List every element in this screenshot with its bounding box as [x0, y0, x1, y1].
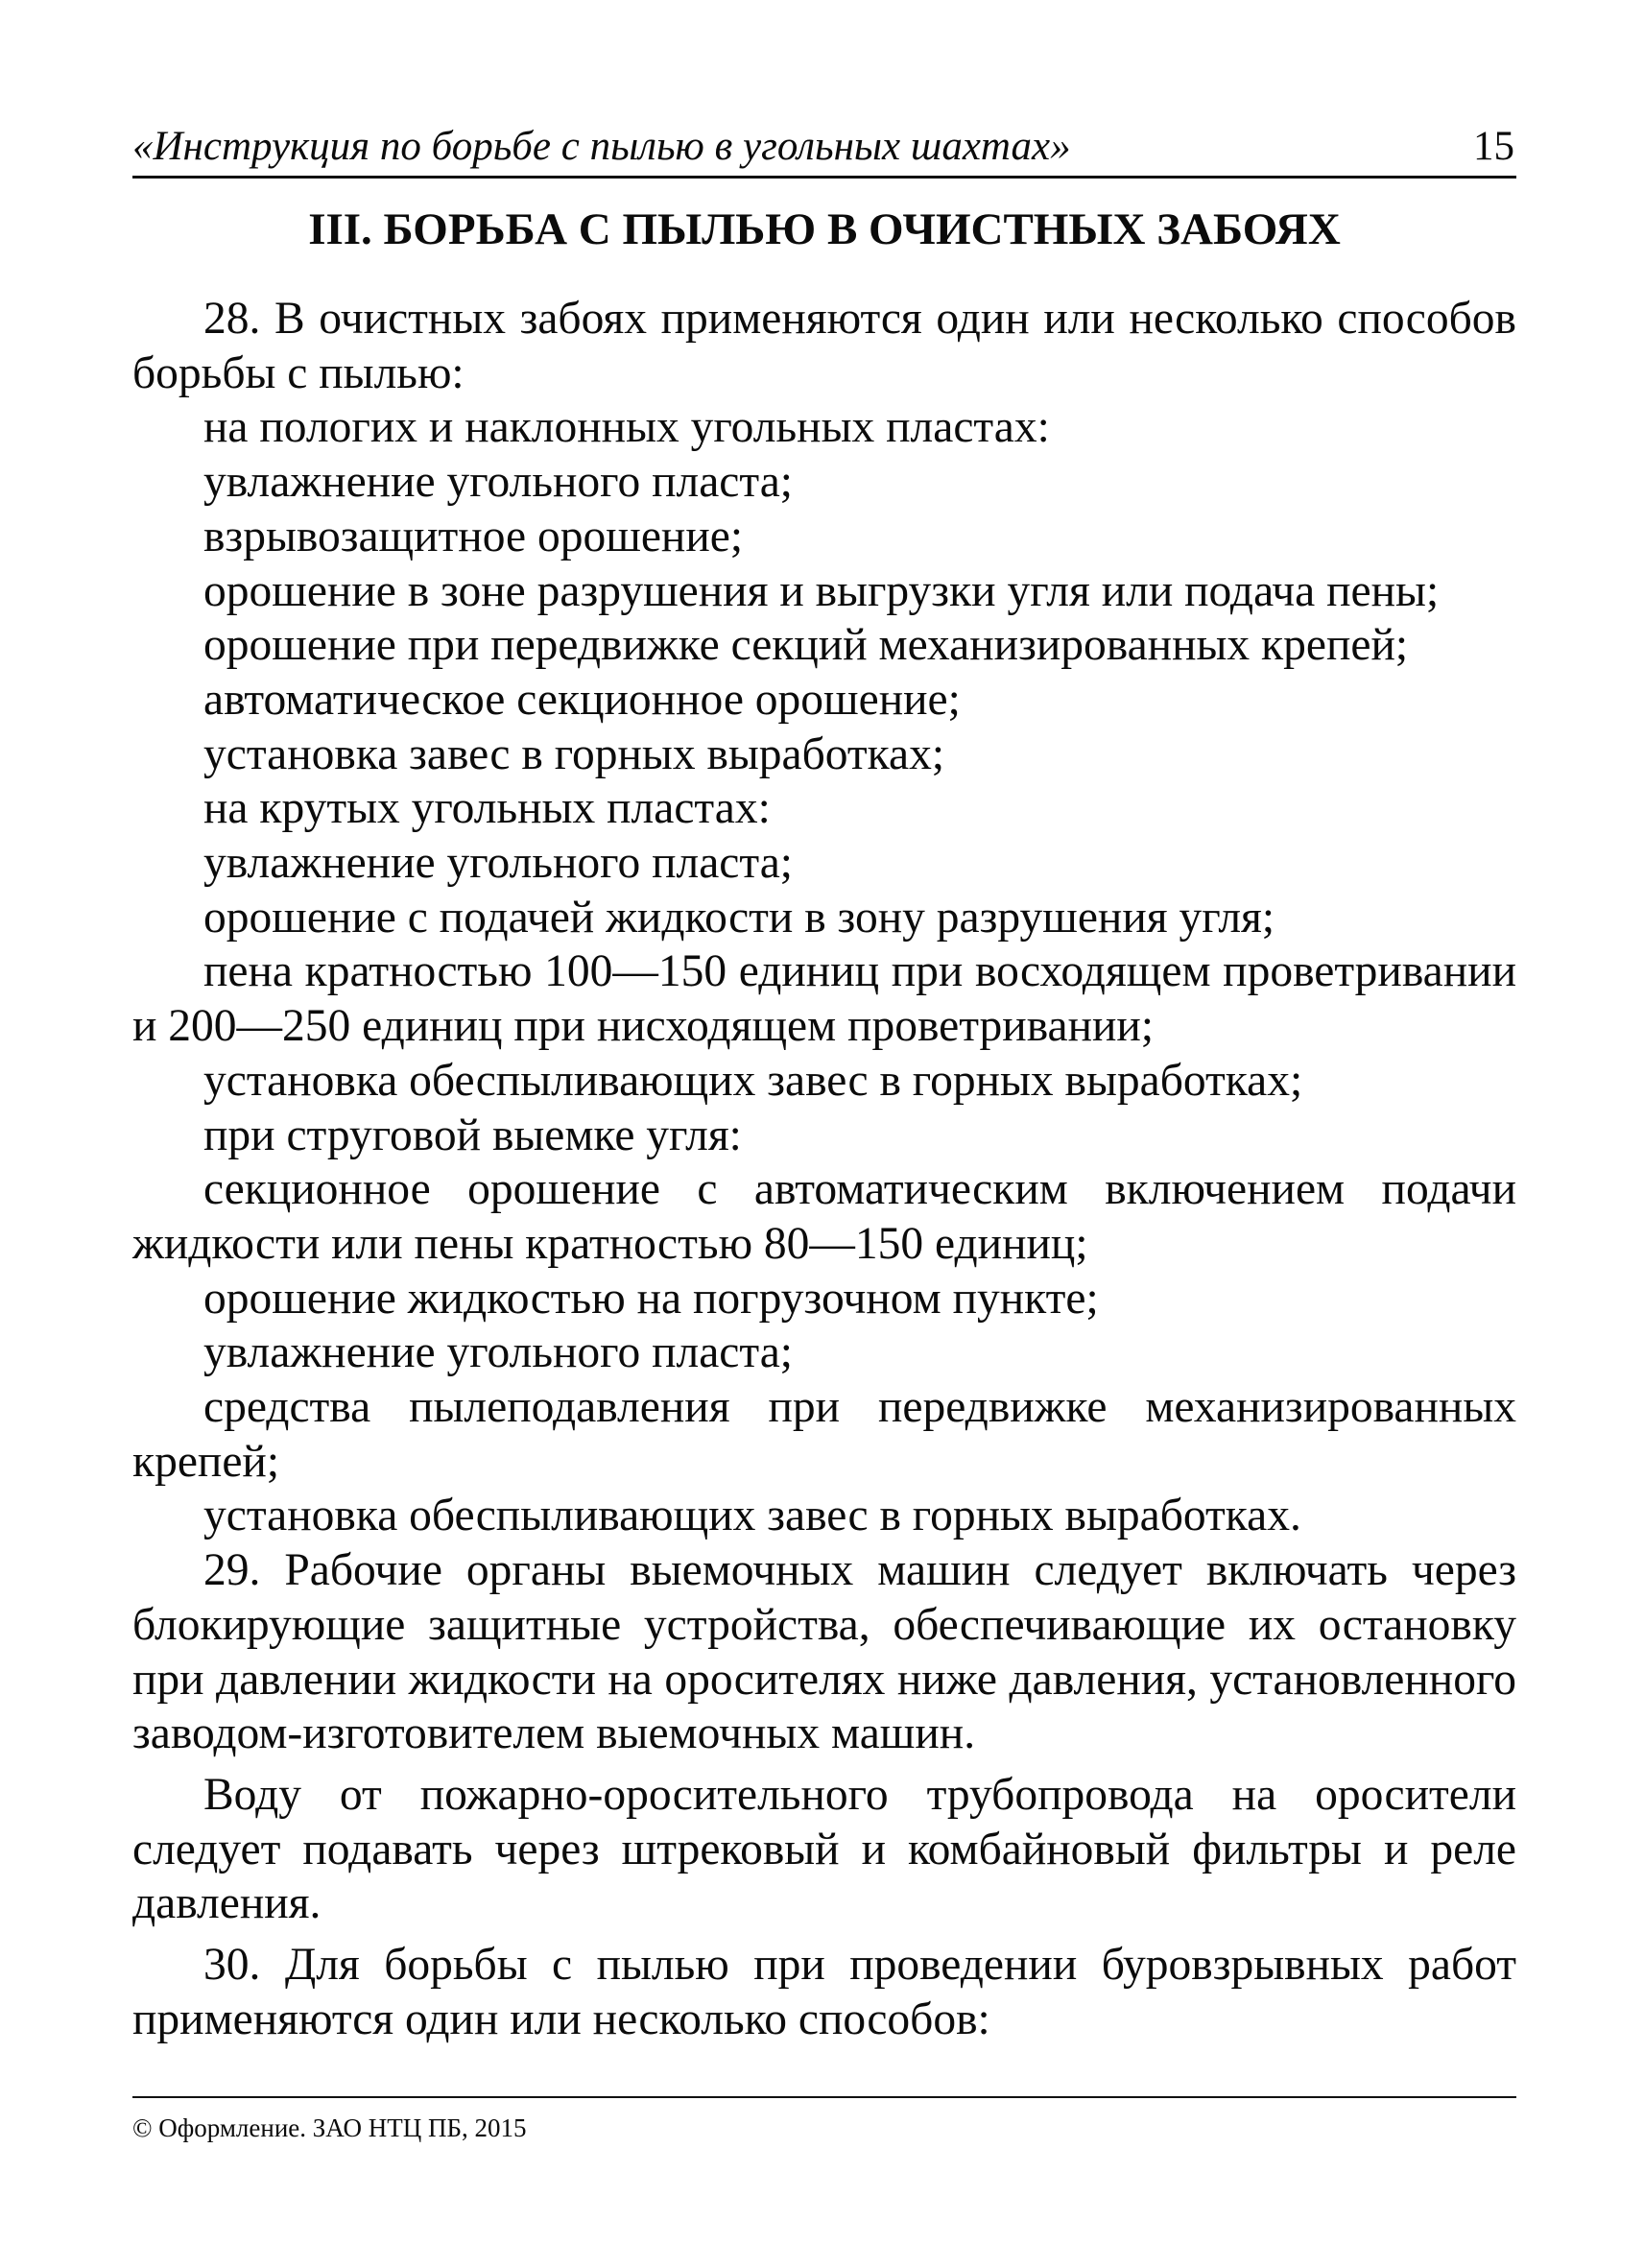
- list-item: взрывозащитное орошение;: [203, 511, 744, 561]
- copyright-notice: © Оформление. ЗАО НТЦ ПБ, 2015: [132, 2113, 527, 2142]
- section-title: III. БОРЬБА С ПЫЛЬЮ В ОЧИСТНЫХ ЗАБОЯХ: [308, 204, 1341, 254]
- paragraph-water-supply: Воду от пожарно-оросительного трубопровода на оросители следует подавать через штрековый и комбайновый фильтры и реле давления.: [132, 1769, 1516, 1929]
- list-item: секционное орошение с автоматическим включением подачи жидкости или пены кратностью 80—150 единиц;: [132, 1164, 1516, 1269]
- list-item: увлажнение угольного пласта;: [203, 457, 793, 508]
- list-item: установка завес в горных выработках;: [203, 728, 945, 779]
- paragraph-30: 30. Для борьбы с пылью при проведении буровзрывных работ применяются один или несколько способов:: [132, 1940, 1516, 2044]
- page-number: 15: [1473, 124, 1514, 169]
- list-item: при струговой выемке угля:: [203, 1110, 742, 1160]
- list-item: орошение при передвижке секций механизированных крепей;: [203, 620, 1409, 671]
- paragraph-29: 29. Рабочие органы выемочных машин следует включать через блокирующие защитные устройства, обеспечивающие их остановку при давлении жидкости на оросителях ниже давления, установленного заводом-изготовителем выемочных машин.: [132, 1545, 1516, 1759]
- list-item: автоматическое секционное орошение;: [203, 674, 961, 725]
- running-header: [132, 123, 1514, 177]
- list-item: орошение в зоне разрушения и выгрузки угля или подача пены;: [203, 565, 1440, 616]
- list-item: установка обеспыливающих завес в горных выработках;: [203, 1055, 1303, 1106]
- running-title: «Инструкция по борьбе с пылью в угольных шахтах»: [132, 124, 1071, 169]
- list-item: орошение с подачей жидкости в зону разрушения угля;: [203, 892, 1275, 943]
- paragraph-28: 28. В очистных забоях применяются один или несколько способов борьбы с пылью:: [132, 294, 1516, 398]
- list-item: на пологих и наклонных угольных пластах:: [203, 402, 1050, 453]
- list-item: пена кратностью 100—150 единиц при восходящем проветривании и 200—250 единиц при нисходящем проветривании;: [132, 946, 1516, 1052]
- list-item: установка обеспыливающих завес в горных выработках.: [203, 1491, 1301, 1541]
- header-divider: [132, 176, 1516, 179]
- list-item: увлажнение угольного пласта;: [203, 838, 793, 889]
- list-item: средства пылеподавления при передвижке механизированных крепей;: [132, 1382, 1516, 1487]
- body-text: [132, 292, 1516, 2047]
- list-item: орошение жидкостью на погрузочном пункте;: [203, 1273, 1099, 1324]
- list-item: на крутых угольных пластах:: [203, 783, 771, 834]
- list-item: увлажнение угольного пласта;: [203, 1327, 793, 1378]
- footer-divider: [132, 2096, 1516, 2098]
